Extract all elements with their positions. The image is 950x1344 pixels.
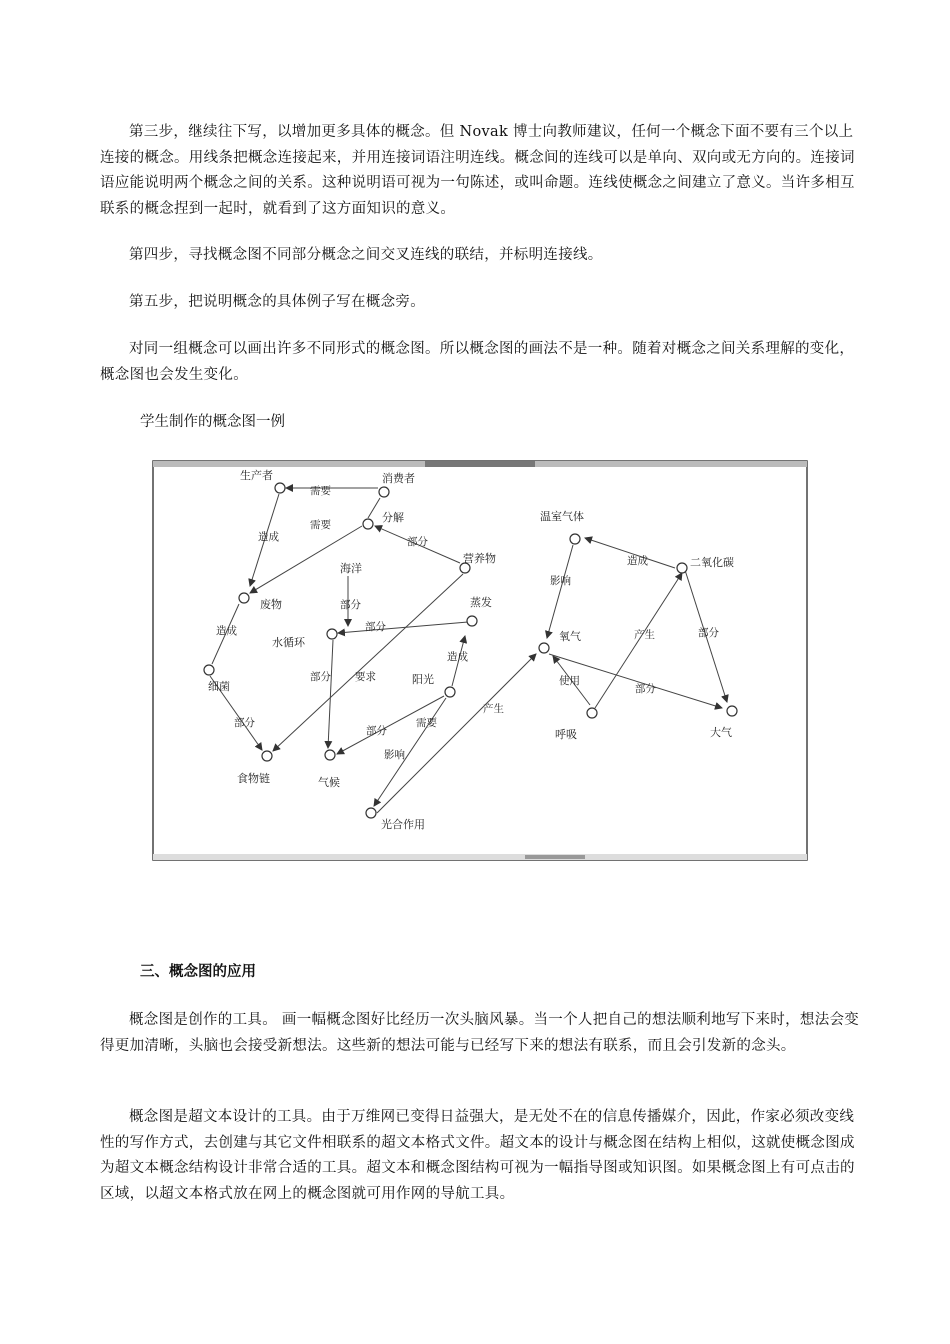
node-climate [325,750,335,760]
link-cause2: 造成 [216,625,237,637]
figure-statusbar-text [525,855,585,859]
link-produce-photo: 产生 [483,703,504,715]
link-part-watercycle: 部分 [365,621,386,633]
link-need1: 需要 [310,485,331,497]
concept-map-figure [150,458,810,863]
figure-titlebar-text [425,461,535,467]
link-need2: 需要 [310,519,331,531]
link-part-oxygen: 部分 [635,683,656,695]
node-co2 [677,563,687,573]
node-waste [239,593,249,603]
node-evaporation [467,616,477,626]
section-heading: 三、概念图的应用 [140,964,256,980]
node-consumer [379,487,389,497]
label-decompose: 分解 [382,511,404,524]
link-require: 要求 [355,671,376,683]
label-oxygen: 氧气 [559,630,581,643]
link-use: 使用 [559,675,580,687]
node-bacteria [204,665,214,675]
paragraph-creation-tool: 概念图是创作的工具。 画一幅概念图好比经历一次头脑风暴。当一个人把自己的想法顺利地写下来时，想法会变得更加清晰，头脑也会接受新想法。这些新的想法可能与已经写下来的想法有联系，而且会引发新的念头。 [100,1012,860,1054]
paragraph-concept-map-forms: 对同一组概念可以画出许多不同形式的概念图。所以概念图的画法不是一种。随着对概念之间关系理解的变化，概念图也会发生变化。 [100,341,855,383]
link-part-climate: 部分 [310,671,331,683]
node-respiration [587,708,597,718]
link-cause-gh: 造成 [627,555,648,567]
node-sunlight [445,687,455,697]
link-cause-evap: 造成 [447,651,468,663]
link-cause1: 造成 [258,531,279,543]
node-watercycle [327,629,337,639]
paragraph-step5: 第五步，把说明概念的具体例子写在概念旁。 [129,294,425,310]
label-bacteria: 细菌 [208,680,230,693]
paragraph-step3: 第三步，继续往下写，以增加更多具体的概念。但 Novak 博士向教师建议，任何一个概念下面不要有三个以上连接的概念。用线条把概念连接起来，并用连接词语注明连线。概念间的连线可以是单向、双向或无方向的。连接词语应能说明两个概念之间的关系。这种说明语可视为一句陈述，或叫命题。连线使概念之间建立了意义。当许多相互联系的概念捏到一起时，就看到了这方面知识的意义。 [100,124,855,217]
label-respiration: 呼吸 [555,728,577,741]
node-atmosphere [727,706,737,716]
link-part-bacteria: 部分 [234,717,255,729]
label-producer: 生产者 [240,469,273,482]
node-producer [275,483,285,493]
label-consumer: 消费者 [382,472,415,485]
label-greenhouse: 温室气体 [540,510,584,523]
label-sunlight: 阳光 [412,673,434,686]
node-oxygen [539,643,549,653]
label-co2: 二氧化碳 [690,556,734,569]
figure-frame [153,461,807,860]
paragraph-hypertext-tool: 概念图是超文本设计的工具。由于万维网已变得日益强大，是无处不在的信息传播媒介，因此，作家必须改变线性的写作方式，去创建与其它文件相联系的超文本格式文件。超文本的设计与概念图在结构上相似，这就使概念图成为超文本概念结构设计非常合适的工具。超文本和概念图结构可视为一幅指导图或知识图。如果概念图上有可点击的区域，以超文本格式放在网上的概念图就可用作网的导航工具。 [100,1109,855,1202]
link-produce-resp: 产生 [634,629,655,641]
label-waste: 废物 [260,598,282,611]
link-need-sun: 需要 [416,717,437,729]
link-part-co2: 部分 [698,627,719,639]
label-atmosphere: 大气 [710,726,732,739]
figure-caption: 学生制作的概念图一例 [140,414,285,430]
label-climate: 气候 [318,776,340,789]
label-evaporation: 蒸发 [470,596,492,609]
paragraph-step4: 第四步，寻找概念图不同部分概念之间交叉连线的联结，并标明连接线。 [129,247,603,263]
label-photosynthesis: 光合作用 [381,818,425,831]
link-part-ocean: 部分 [340,599,361,611]
node-foodchain [262,751,272,761]
figure-statusbar [153,854,807,860]
node-photosynthesis [366,808,376,818]
link-part-sun: 部分 [366,725,387,737]
link-affect-gh: 影响 [550,575,571,587]
label-watercycle: 水循环 [272,636,305,649]
link-part-decompose: 部分 [407,536,428,548]
node-decompose [363,519,373,529]
link-affect-sun: 影响 [384,749,405,761]
label-foodchain: 食物链 [237,772,270,785]
label-ocean: 海洋 [340,562,362,575]
label-nutrient: 营养物 [463,552,496,565]
node-greenhouse [570,534,580,544]
